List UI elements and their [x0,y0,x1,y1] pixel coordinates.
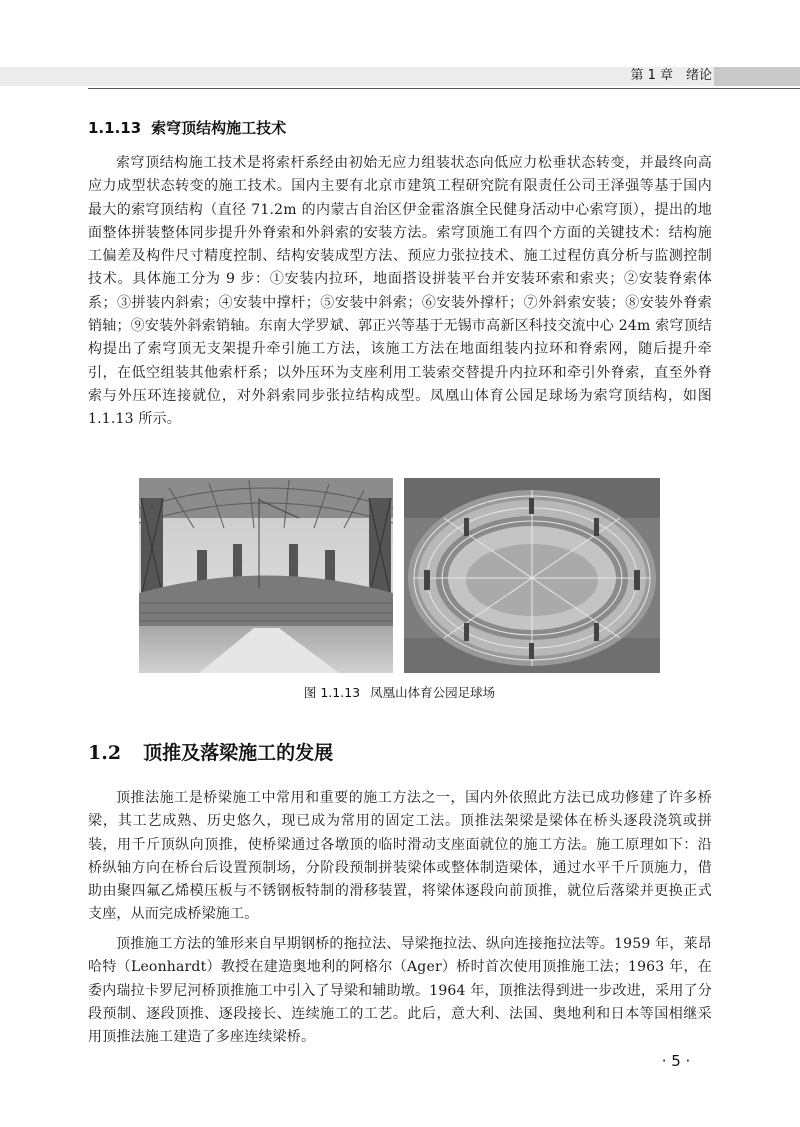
stadium-interior-photo [139,478,393,673]
chapter-header: 第 1 章 绪论 [630,68,712,83]
header-block [714,67,800,86]
stadium-aerial-photo [404,478,660,673]
section-heading [88,740,333,766]
figure-caption [139,684,660,702]
figure-title: 凤凰山体育公园足球场 [370,685,496,700]
header-rule [88,88,800,89]
section-number: 1.2 [88,742,122,764]
subsection-title: 索穹顶结构施工技术 [151,119,287,137]
subsection-number: 1.1.13 [88,119,142,137]
paragraph-incremental-launching: 顶推法施工是桥梁施工中常用和重要的施工方法之一，国内外依照此方法已成功修建了许多桥梁，其工艺成熟、历史悠久，现已成为常用的固定工法。顶推法架梁是梁体在桥头逐段浇筑或拼装，用千斤顶纵向顶推，使桥梁通过各墩顶的临时滑动支座面就位的施工方法。施工原理如下：沿桥纵轴方向在桥台后设置预制场，分阶段预制拼装梁体或整体制造梁体，通过水平千斤顶施力，借助由聚四氟乙烯模压板与不锈钢板特制的滑移装置，将梁体逐段向前顶推，就位后落梁并更换正式支座，从而完成桥梁施工。 [88,790,712,923]
figure-number: 图 1.1.13 [303,685,361,700]
subsection-heading [88,118,286,138]
section-title: 顶推及落梁施工的发展 [143,742,334,764]
page-number: · 5 · [661,1052,691,1070]
paragraph-cable-dome: 索穹顶结构施工技术是将索杆系经由初始无应力组装状态向低应力松垂状态转变，并最终向高应力成型状态转变的施工技术。国内主要有北京市建筑工程研究院有限责任公司王泽强等基于国内最大的索穹顶结构（直径 71.2m 的内蒙古自治区伊金霍洛旗全民健身活动中心索穹顶），提出的地面整体拼装整体同步提升外脊索和外斜索的安装方法。索穹顶施工有四个方面的关键技术：结构施工偏差及构件尺寸精度控制、结构安装成型方法、预应力张拉技术、施工过程仿真分析与监测控制技术。具体施工分为 9 步：①安装内拉环，地面搭设拼装平台并安装环索和索夹；②安装脊索体系；③拼装内斜索；④安装中撑杆；⑤安装中斜索；⑥安装外撑杆；⑦外斜索安装；⑧安装外脊索销轴；⑨安装外斜索销轴。东南大学罗斌、郭正兴等基于无锡市高新区科技交流中心 24m 索穹顶结构提出了索穹顶无支架提升牵引施工方法，该施工方法在地面组装内拉环和脊索网，随后提升牵引，在低空组装其他索杆系；以外压环为支座利用工装索交替提升内拉环和牵引外脊索，直至外脊索与外压环连接就位，对外斜索同步张拉结构成型。凤凰山体育公园足球场为索穹顶结构，如图 1.1.13 所示。 [88,155,712,428]
paragraph-launching-history: 顶推施工方法的雏形来自早期钢桥的拖拉法、导梁拖拉法、纵向连接拖拉法等。1959 年，莱昂哈特（Leonhardt）教授在建造奥地利的阿格尔（Ager）桥时首次使用顶推施工法；1963 年，在委内瑞拉卡罗尼河桥顶推施工中引入了导梁和辅助墩。1964 年，顶推法得到进一步改进，采用了分段预制、逐段顶推、逐段接长、连续施工的工艺。此后，意大利、法国、奥地利和日本等国相继采用顶推法施工建造了多座连续梁桥。 [88,936,712,1046]
